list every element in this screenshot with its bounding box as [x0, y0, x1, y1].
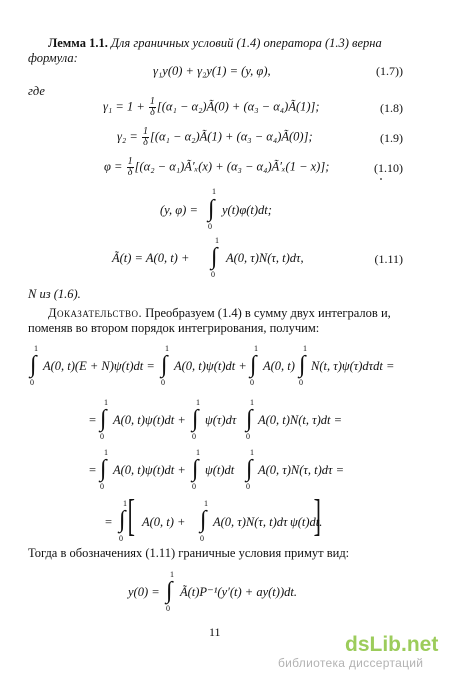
limit-lower: 0	[161, 378, 165, 387]
equation-1-11-lhs: Ã(t) = A(0, t) +	[112, 251, 190, 265]
final-rhs: Ã(t)P⁻¹(y′(t) + ay(t))dt.	[180, 585, 297, 599]
chain-3-c: A(0, τ)N(τ, t)dτ =	[258, 463, 345, 477]
eq19-den: δ	[143, 137, 148, 148]
chain-1-b: A(0, t)ψ(t)dt +	[174, 359, 247, 373]
eq19-fraction	[142, 127, 149, 148]
eq18-lhs: γ₁ = 1 +	[103, 99, 145, 114]
lemma-title: Лемма 1.1.	[48, 36, 108, 50]
integral-sign: ∫	[161, 352, 168, 378]
chain-3-b: ψ(t)dt	[205, 463, 235, 477]
integral-sign: ∫	[119, 507, 126, 533]
equation-1-9	[117, 127, 313, 148]
final-lhs: y(0) =	[128, 585, 160, 599]
eq111-upper-limit: 1	[215, 236, 219, 245]
equation-number-1-8: (1.8)	[380, 101, 403, 115]
limit-upper: 1	[104, 448, 108, 457]
proof-line-1	[48, 306, 391, 321]
equation-1-8	[103, 97, 320, 118]
then-text: Тогда в обозначениях (1.11) граничные условия примут вид:	[28, 546, 350, 560]
limit-lower: 0	[246, 482, 250, 491]
eq18-rhs: [(α₁ − α₂)Ã(0) + (α₃ − α₄)Ã(1)];	[156, 99, 320, 114]
limit-upper: 1	[250, 398, 254, 407]
limit-upper: 1	[303, 344, 307, 353]
inner-product-lhs: (y, φ) =	[160, 203, 198, 217]
integral-sign: ∫	[299, 352, 306, 378]
proof-line-2: поменяв во втором порядок интегрирования, получим:	[28, 321, 320, 335]
chain-3-a: A(0, t)ψ(t)dt +	[113, 463, 186, 477]
limit-lower: 0	[246, 432, 250, 441]
limit-lower: 0	[299, 378, 303, 387]
equation-1-10	[104, 157, 329, 178]
limit-lower: 0	[100, 482, 104, 491]
limit-upper: 1	[170, 570, 174, 579]
equation-number-1-11: (1.11)	[374, 252, 403, 266]
eq19-num: 1	[142, 126, 148, 137]
inner-upper-limit: 1	[212, 187, 216, 196]
proof-label: Доказательство.	[48, 306, 143, 320]
integral-sign: ∫	[166, 578, 173, 604]
chain-4-b: A(0, τ)N(τ, t)dτ	[213, 515, 288, 529]
chain-2-b: ψ(τ)dτ	[205, 413, 237, 427]
eq18-den: δ	[150, 107, 155, 118]
integral-sign: ∫	[192, 406, 199, 432]
eq110-rhs: [(α₂ − α₁)Ã′ₓ(x) + (α₃ − α₄)Ã′ₓ(1 − x)];	[134, 159, 330, 174]
where-text: где	[28, 84, 45, 98]
chain-4-c: ψ(t)dt.	[290, 515, 323, 529]
limit-lower: 0	[192, 432, 196, 441]
chain-2-a: A(0, t)ψ(t)dt +	[113, 413, 186, 427]
equation-1-7: γ₁y(0) + γ₂y(1) = (y, φ),	[153, 64, 271, 78]
page-number: 11	[209, 625, 221, 639]
eq18-num: 1	[149, 96, 155, 107]
chain-1-d: N(t, τ)ψ(τ)dτdt =	[311, 359, 395, 373]
limit-upper: 1	[123, 499, 127, 508]
eq110-num: 1	[127, 156, 133, 167]
chain-2-equals: =	[89, 413, 97, 427]
inner-product-rhs: y(t)φ(t)dt;	[222, 203, 272, 217]
equation-number-1-9: (1.9)	[380, 131, 403, 145]
print-speck	[380, 178, 382, 180]
integral-sign: ∫	[30, 352, 37, 378]
limit-lower: 0	[30, 378, 34, 387]
chain-3-equals: =	[89, 463, 97, 477]
watermark-subtitle: библиотека диссертаций	[278, 656, 424, 670]
eq110-den: δ	[127, 167, 133, 178]
eq19-lhs: γ₂ =	[117, 129, 138, 144]
limit-lower: 0	[166, 604, 170, 613]
integral-sign: ∫	[208, 196, 215, 222]
equation-number-1-7: (1.7))	[376, 64, 403, 78]
chain-4-equals: =	[105, 515, 113, 529]
limit-lower: 0	[250, 378, 254, 387]
equation-number-1-10: (1.10)	[374, 161, 403, 175]
integral-sign: ∫	[250, 352, 257, 378]
limit-upper: 1	[34, 344, 38, 353]
limit-upper: 1	[104, 398, 108, 407]
limit-upper: 1	[250, 448, 254, 457]
right-bracket: ]	[313, 491, 321, 540]
integral-sign: ∫	[100, 406, 107, 432]
inner-lower-limit: 0	[208, 222, 212, 231]
limit-lower: 0	[192, 482, 196, 491]
integral-sign: ∫	[200, 507, 207, 533]
n-from-text: N из (1.6).	[28, 287, 81, 301]
lemma-statement-cont: формула:	[28, 51, 78, 65]
lemma-line	[48, 36, 382, 51]
integral-sign: ∫	[246, 406, 253, 432]
chain-1-c: A(0, t)	[263, 359, 295, 373]
limit-upper: 1	[165, 344, 169, 353]
limit-lower: 0	[119, 534, 123, 543]
eq111-lower-limit: 0	[211, 270, 215, 279]
integral-sign: ∫	[211, 244, 218, 270]
integral-sign: ∫	[246, 456, 253, 482]
chain-2-c: A(0, t)N(t, τ)dt =	[258, 413, 343, 427]
integral-sign: ∫	[192, 456, 199, 482]
chain-4-a: A(0, t) +	[142, 515, 186, 529]
eq110-fraction	[127, 157, 134, 178]
integral-sign: ∫	[100, 456, 107, 482]
lemma-statement: Для граничных условий (1.4) оператора (1.3) верна	[110, 36, 382, 50]
limit-upper: 1	[196, 448, 200, 457]
proof-text-1: Преобразуем (1.4) в сумму двух интегралов и,	[145, 306, 391, 320]
limit-upper: 1	[254, 344, 258, 353]
limit-upper: 1	[204, 499, 208, 508]
limit-lower: 0	[100, 432, 104, 441]
limit-upper: 1	[196, 398, 200, 407]
watermark-logo: dsLib.net	[345, 633, 439, 656]
left-bracket: [	[127, 491, 135, 540]
chain-1-a: A(0, t)(E + N)ψ(t)dt =	[43, 359, 155, 373]
eq19-rhs: [(α₁ − α₂)Ã(1) + (α₃ − α₄)Ã(0)];	[149, 129, 313, 144]
eq18-fraction	[149, 97, 156, 118]
eq110-lhs: φ =	[104, 159, 123, 174]
limit-lower: 0	[200, 534, 204, 543]
equation-1-11-rhs: A(0, τ)N(τ, t)dτ,	[226, 251, 304, 265]
